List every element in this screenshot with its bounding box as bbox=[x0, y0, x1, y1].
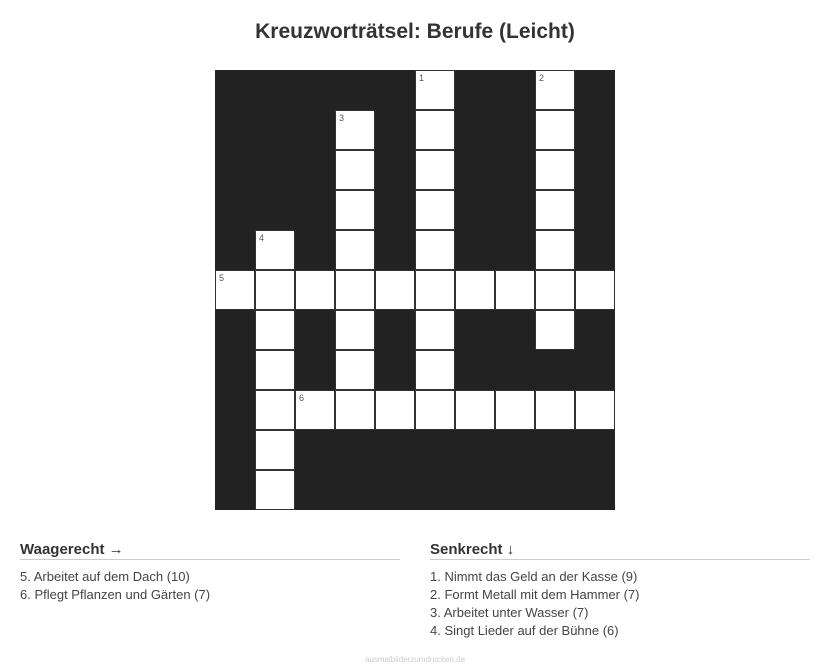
clue-item: 1. Nimmt das Geld an der Kasse (9) bbox=[430, 569, 638, 584]
grid-cell[interactable] bbox=[335, 190, 375, 230]
grid-cell[interactable] bbox=[535, 270, 575, 310]
grid-cell[interactable] bbox=[415, 310, 455, 350]
grid-cell[interactable] bbox=[255, 470, 295, 510]
grid-cell[interactable] bbox=[535, 230, 575, 270]
grid-cell[interactable] bbox=[415, 270, 455, 310]
grid-cell[interactable] bbox=[255, 430, 295, 470]
clue-item: 4. Singt Lieder auf der Bühne (6) bbox=[430, 623, 619, 638]
grid-cell[interactable] bbox=[295, 270, 335, 310]
grid-cell[interactable] bbox=[335, 150, 375, 190]
grid-cell[interactable] bbox=[335, 230, 375, 270]
clue-item: 2. Formt Metall mit dem Hammer (7) bbox=[430, 587, 640, 602]
grid-cell[interactable] bbox=[415, 150, 455, 190]
footer-credit: ausmalbilderzumdrucken.de bbox=[364, 655, 466, 664]
grid-cell[interactable] bbox=[495, 390, 535, 430]
grid-cell[interactable] bbox=[455, 390, 495, 430]
grid-cell[interactable] bbox=[535, 190, 575, 230]
grid-cell[interactable] bbox=[535, 150, 575, 190]
grid-cell[interactable] bbox=[295, 390, 335, 430]
down-clues-panel bbox=[430, 541, 810, 640]
grid-cell[interactable] bbox=[535, 310, 575, 350]
grid-cell[interactable] bbox=[335, 350, 375, 390]
grid-cell[interactable] bbox=[375, 390, 415, 430]
grid-cell[interactable] bbox=[535, 390, 575, 430]
grid-cell[interactable] bbox=[335, 110, 375, 150]
grid-cell[interactable] bbox=[415, 390, 455, 430]
grid-cell[interactable] bbox=[335, 270, 375, 310]
grid-cell[interactable] bbox=[415, 230, 455, 270]
grid-cell[interactable] bbox=[255, 230, 295, 270]
grid-cell[interactable] bbox=[335, 310, 375, 350]
clue-number: 2 bbox=[539, 73, 545, 83]
across-heading: Waagerecht → bbox=[20, 541, 400, 560]
across-clues-panel bbox=[20, 541, 400, 604]
grid-cell[interactable] bbox=[415, 350, 455, 390]
grid-cell[interactable] bbox=[415, 70, 455, 110]
clue-item: 5. Arbeitet auf dem Dach (10) bbox=[20, 569, 190, 584]
grid-cell[interactable] bbox=[255, 350, 295, 390]
down-heading: Senkrecht ↓ bbox=[430, 541, 810, 560]
grid-cell[interactable] bbox=[575, 270, 615, 310]
grid-cell[interactable] bbox=[535, 110, 575, 150]
clue-number: 1 bbox=[419, 73, 425, 83]
grid-cell[interactable] bbox=[415, 110, 455, 150]
clue-item: 3. Arbeitet unter Wasser (7) bbox=[430, 605, 589, 620]
grid-cell[interactable] bbox=[375, 270, 415, 310]
grid-cell[interactable] bbox=[335, 390, 375, 430]
grid-cell[interactable] bbox=[255, 310, 295, 350]
grid-cell[interactable] bbox=[535, 70, 575, 110]
across-clue-list bbox=[20, 568, 400, 604]
grid-cell[interactable] bbox=[575, 390, 615, 430]
clue-number: 6 bbox=[299, 393, 305, 403]
grid-cell[interactable] bbox=[415, 190, 455, 230]
grid-cell[interactable] bbox=[455, 270, 495, 310]
crossword-grid bbox=[215, 70, 615, 510]
clue-number: 4 bbox=[259, 233, 265, 243]
down-clue-list bbox=[430, 568, 810, 640]
clue-number: 5 bbox=[219, 273, 225, 283]
clue-number: 3 bbox=[339, 113, 345, 123]
grid-cell[interactable] bbox=[255, 270, 295, 310]
grid-cell[interactable] bbox=[495, 270, 535, 310]
grid-cell[interactable] bbox=[255, 390, 295, 430]
puzzle-title: Kreuzworträtsel: Berufe (Leicht) bbox=[255, 20, 575, 43]
clue-item: 6. Pflegt Pflanzen und Gärten (7) bbox=[20, 587, 211, 602]
grid-cell[interactable] bbox=[215, 270, 255, 310]
